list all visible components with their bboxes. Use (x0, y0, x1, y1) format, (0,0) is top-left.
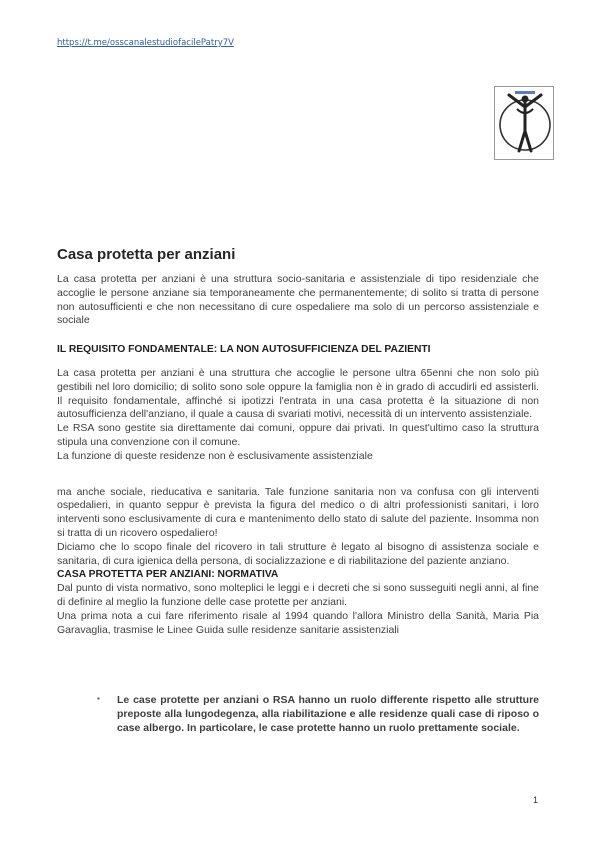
paragraph: Diciamo che lo scopo finale del ricovero in tali strutture è legato al bisogno di assistenza sociale e sanitaria, di cura igienica della persona, di socializzazione e di riabilitazione del paziente anziano. (57, 540, 539, 567)
intro-paragraph: La casa protetta per anziani è una struttura socio-sanitaria e assistenziale di tipo residenziale che accoglie le persone anziane sia temporaneamente che permanentemente; di solito si tratta di persone non autosufficienti e che non necessitano di cure ospedaliere ma solo di un percorso assistenziale e sociale (57, 273, 539, 327)
logo-image (494, 86, 554, 160)
page-number: 1 (533, 795, 539, 805)
bullet-list (97, 694, 539, 735)
paragraph: La funzione di queste residenze non è esclusivamente assistenziale (57, 449, 373, 462)
paragraph: Le RSA sono gestite sia direttamente dai comuni, oppure dai privati. In quest'ultimo caso la struttura stipula una convenzione con il comune. (57, 422, 539, 448)
intro-block (57, 273, 539, 328)
paragraph: Una prima nota a cui fare riferimento risale al 1994 quando l'allora Ministro della Sanità, Maria Pia Garavaglia, trasmise le Linee Guida sulle residenze sanitarie assistenziali (57, 609, 539, 636)
paragraph: ma anche sociale, rieducativa e sanitaria. Tale funzione sanitaria non va confusa con gli interventi ospedalieri, in quanto seppur è prevista la figura del medico o di altri professionisti sanitari, i loro interventi sono esclusivamente di cura e mantenimento dello stato di salute del paziente. Insomma non si tratta di un ricovero ospedaliero! (57, 485, 539, 539)
section-requisito (57, 367, 539, 637)
telegram-link[interactable]: https://t.me/osscanalestudiofacilePatry7V (57, 38, 234, 48)
paragraph: La casa protetta per anziani è una struttura che accoglie le persone ultra 65enni che non solo più gestibili nel loro domicilio; di solito sono sole oppure la famiglia non è in grado di accudirli ed assisterli. Il requisito fondamentale, affinché si ipotizzi l'entrata in una casa protetta è la situazione di non autosufficienza dell'anziano, il quale a causa di svariati motivi, necessità di un intervento assistenziale. (57, 367, 539, 421)
page-title: Casa protetta per anziani (57, 246, 236, 263)
section-heading-normativa: CASA PROTETTA PER ANZIANI: NORMATIVA (57, 569, 279, 581)
list-item: Le case protette per anziani o RSA hanno un ruolo differente rispetto alle strutture preposte alla lungodegenza, alla riabilitazione e alle residenze quali case di riposo o case albergo. In particolare, le case protette hanno un ruolo prettamente sociale. (117, 694, 539, 734)
bullet-marker-icon: ▪ (97, 694, 100, 703)
figure-logo-icon (495, 87, 553, 159)
section-heading-requisito: IL REQUISITO FONDAMENTALE: LA NON AUTOSUFFICIENZA DEL PAZIENTI (57, 344, 431, 355)
paragraph: Dal punto di vista normativo, sono molteplici le leggi e i decreti che si sono susseguiti negli anni, al fine di definire al meglio la funzione delle case protette per anziani. (57, 582, 539, 608)
